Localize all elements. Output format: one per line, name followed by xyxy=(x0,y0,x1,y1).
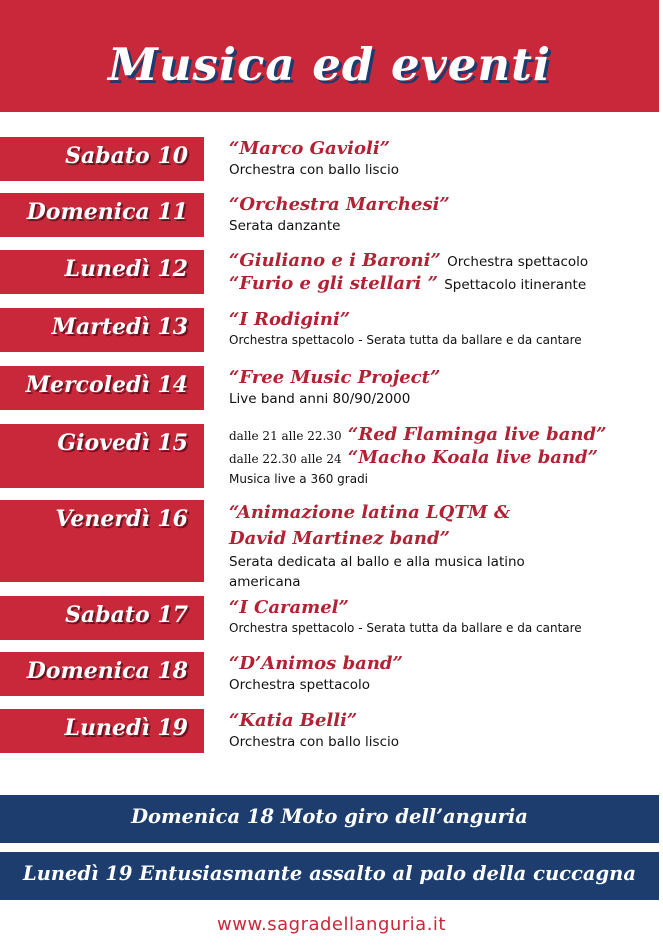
special-event-banner xyxy=(0,852,659,900)
event-description: Serata danzante xyxy=(229,218,341,234)
event-artist: “Red Flaminga live band” xyxy=(347,424,607,445)
event-info xyxy=(229,652,659,695)
event-description: Live band anni 80/90/2000 xyxy=(229,391,411,407)
event-description: Orchestra spettacolo - Serata tutta da ballare e da cantare xyxy=(229,333,582,347)
event-day: Mercoledì 14 xyxy=(25,372,188,398)
event-row xyxy=(0,308,663,352)
event-artist-line xyxy=(229,447,659,470)
event-description: Orchestra spettacolo - Serata tutta da ballare e da cantare xyxy=(229,621,582,635)
event-day: Martedì 13 xyxy=(51,314,188,340)
event-info xyxy=(229,596,659,638)
day-box xyxy=(0,709,204,753)
event-info xyxy=(229,308,659,350)
event-row xyxy=(0,709,663,753)
event-day: Domenica 18 xyxy=(26,658,188,684)
event-day: Lunedì 12 xyxy=(64,256,188,282)
website-link[interactable]: www.sagradellanguria.it xyxy=(217,914,446,935)
event-description: Serata dedicata al ballo e alla musica latino xyxy=(229,554,525,570)
event-row xyxy=(0,424,663,488)
event-description: Orchestra con ballo liscio xyxy=(229,162,399,178)
event-info xyxy=(229,366,659,409)
event-time: dalle 21 alle 22.30 xyxy=(229,429,342,443)
event-info xyxy=(229,500,659,592)
event-info xyxy=(229,250,659,296)
event-day: Sabato 10 xyxy=(65,143,188,169)
event-time: dalle 22.30 alle 24 xyxy=(229,452,342,466)
day-box xyxy=(0,250,204,294)
day-box xyxy=(0,424,204,488)
event-artist: David Martinez band” xyxy=(229,528,450,549)
event-artist-line xyxy=(229,424,659,447)
day-box xyxy=(0,500,204,582)
event-description: Musica live a 360 gradi xyxy=(229,472,369,486)
event-day: Giovedì 15 xyxy=(57,430,188,456)
day-box xyxy=(0,366,204,410)
event-artist: “Macho Koala live band” xyxy=(347,447,598,468)
day-box xyxy=(0,596,204,640)
event-description: Spettacolo itinerante xyxy=(444,277,587,293)
event-row xyxy=(0,137,663,181)
event-row xyxy=(0,500,663,590)
event-row xyxy=(0,596,663,640)
event-day: Sabato 17 xyxy=(65,602,188,628)
event-info xyxy=(229,137,659,180)
event-row xyxy=(0,250,663,294)
event-day: Venerdì 16 xyxy=(55,506,188,532)
event-row xyxy=(0,652,663,696)
day-box xyxy=(0,652,204,696)
special-event-text: Domenica 18 Moto giro dell’anguria xyxy=(131,805,528,828)
event-artist: “Furio e gli stellari ” xyxy=(229,273,438,294)
event-artist: “I Rodigini” xyxy=(229,309,351,330)
event-info xyxy=(229,193,659,236)
event-description: Orchestra spettacolo xyxy=(447,254,589,270)
event-day: Lunedì 19 xyxy=(64,715,188,741)
event-description: Orchestra con ballo liscio xyxy=(229,734,399,750)
special-event-text: Lunedì 19 Entusiasmante assalto al palo della cuccagna xyxy=(22,862,636,885)
event-artist-line xyxy=(229,273,659,296)
event-artist: “Free Music Project” xyxy=(229,367,441,388)
event-artist-line xyxy=(229,250,659,273)
event-artist: “D’Animos band” xyxy=(229,653,403,674)
event-artist: “Animazione latina LQTM & xyxy=(229,502,511,523)
special-event-banner xyxy=(0,795,659,843)
day-box xyxy=(0,308,204,352)
event-row xyxy=(0,366,663,410)
event-artist: “Giuliano e i Baroni” xyxy=(229,250,441,271)
event-day: Domenica 11 xyxy=(26,199,188,225)
event-row xyxy=(0,193,663,237)
event-artist: “Katia Belli” xyxy=(229,710,358,731)
day-box xyxy=(0,137,204,181)
event-description: Orchestra spettacolo xyxy=(229,677,371,693)
page-title: Musica ed eventi xyxy=(108,38,551,91)
event-info xyxy=(229,424,659,489)
event-info xyxy=(229,709,659,752)
event-artist: “Orchestra Marchesi” xyxy=(229,194,450,215)
event-description: americana xyxy=(229,574,301,590)
event-artist: “Marco Gavioli” xyxy=(229,138,391,159)
day-box xyxy=(0,193,204,237)
event-artist: “I Caramel” xyxy=(229,597,349,618)
header-banner xyxy=(0,0,659,112)
